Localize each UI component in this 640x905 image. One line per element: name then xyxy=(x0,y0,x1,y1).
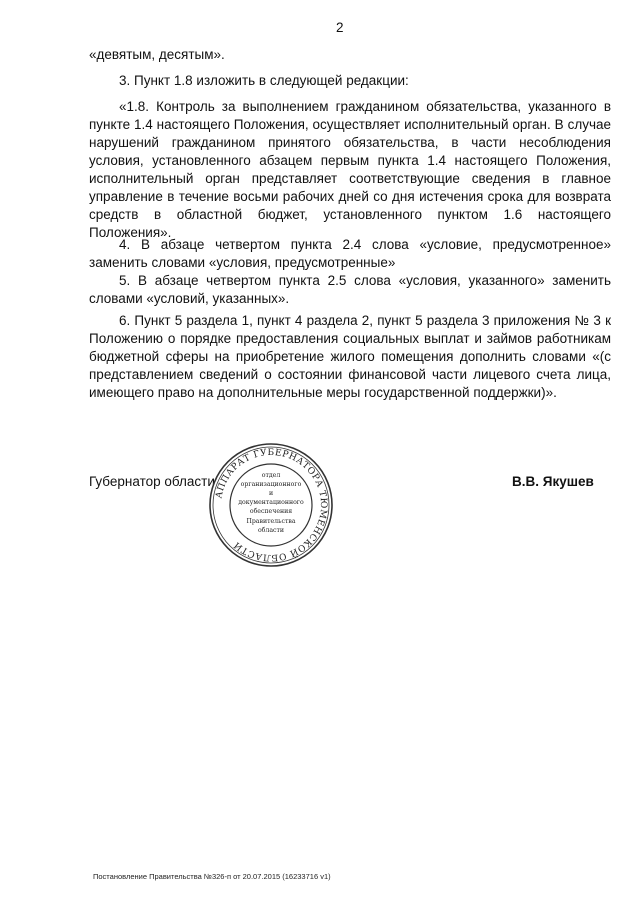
paragraph-text: «девятым, десятым». xyxy=(89,47,225,62)
stamp-line: обеспечения xyxy=(249,508,293,515)
stamp-line: отдел xyxy=(261,472,281,479)
paragraph-quote-1-8 xyxy=(89,98,611,242)
stamp-line: организационного xyxy=(240,481,302,488)
stamp-line: Правительства xyxy=(246,518,296,525)
stamp-line: и xyxy=(268,490,274,497)
stamp-line: области xyxy=(257,527,285,534)
stamp-line: документационного xyxy=(238,499,304,506)
paragraph-text: «1.8. Контроль за выполнением гражданином обязательства, указанного в пункте 1.4 настоящего Положения, осуществляет исполнительный орган. В случае нарушений гражданином принятого обязательства, в части несоблюдения условия, установленного абзацем первым пункта 1.4 настоящего Положения, исполнительный орган представляет соответствующие сведения в главное управление в течение восьми рабочих дней со дня истечения срока для возврата средств в областной бюджет, установленного пунктом 1.6 настоящего Положения». xyxy=(89,99,611,240)
stamp-outer-text: АППАРАТ ГУБЕРНАТОРА ТЮМЕНСКОЙ ОБЛАСТИ xyxy=(214,447,329,563)
paragraph-text: 3. Пункт 1.8 изложить в следующей редакции: xyxy=(119,73,409,88)
signature-title: Губернатор области xyxy=(89,474,215,489)
official-stamp xyxy=(206,440,336,570)
signature-name: В.В. Якушев xyxy=(512,474,594,489)
paragraph-item-6 xyxy=(89,312,611,402)
paragraph-text: 6. Пункт 5 раздела 1, пункт 4 раздела 2, пункт 5 раздела 3 приложения № 3 к Положению о порядке предоставления социальных выплат и займов работникам бюджетной сферы на приобретение жилого помещения дополнить словами «(с представлением сведений о состоянии финансовой части лицевого счета лица, имеющего право на дополнительные меры государственной поддержки)». xyxy=(89,313,611,400)
paragraph-item-5 xyxy=(89,272,611,308)
document-footer: Постановление Правительства №326-п от 20.07.2015 (16233716 v1) xyxy=(93,872,331,881)
paragraph-continuation xyxy=(89,46,611,64)
paragraph-text: 5. В абзаце четвертом пункта 2.5 слова «условия, указанного» заменить словами «условий, указанных». xyxy=(89,273,611,306)
paragraph-text: 4. В абзаце четвертом пункта 2.4 слова «условие, предусмотренное» заменить словами «условия, предусмотренные» xyxy=(89,237,611,270)
paragraph-item-4 xyxy=(89,236,611,272)
page-number: 2 xyxy=(336,20,344,35)
paragraph-item-3 xyxy=(89,72,611,90)
